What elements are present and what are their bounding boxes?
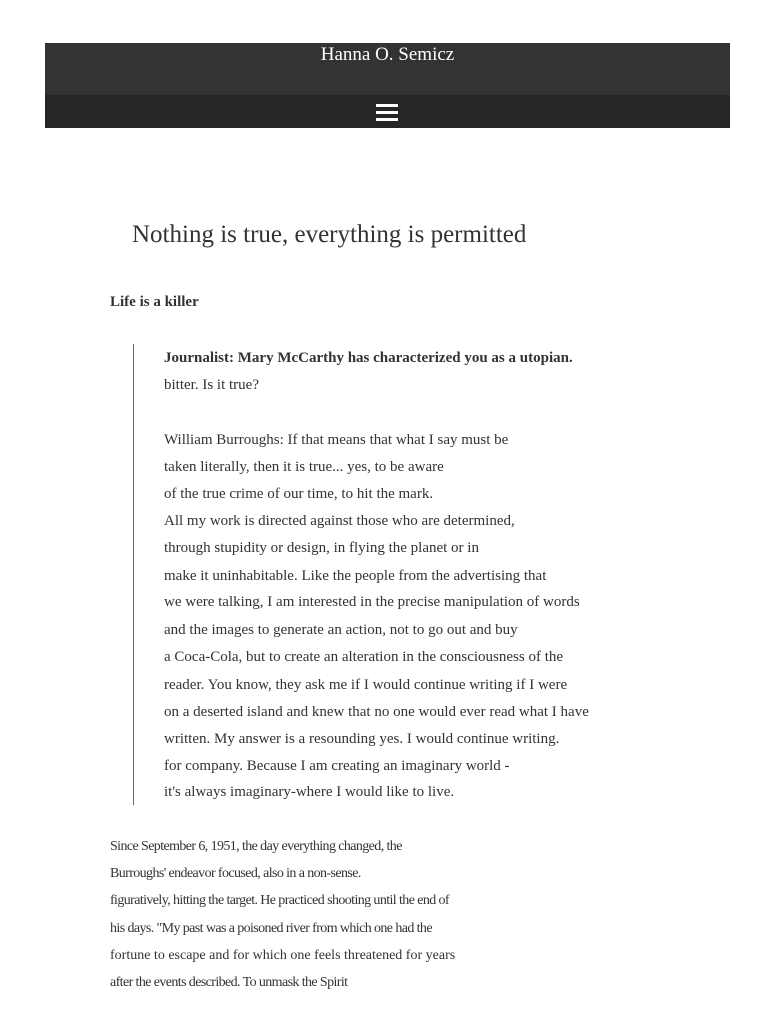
body-text-line: after the events described. To unmask the Spirit (110, 975, 348, 990)
quote-line: William Burroughs: If that means that what I say must be (164, 432, 509, 448)
quote-line: taken literally, then it is true... yes, to be aware (164, 459, 444, 475)
body-text-line: Burroughs' endeavor focused, also in a non-sense. (110, 866, 361, 881)
quote-line: make it uninhabitable. Like the people from the advertising that (164, 568, 547, 584)
nav-bar (45, 95, 730, 128)
body-text-line: fortune to escape and for which one feels threatened for years (110, 948, 456, 963)
quote-line: through stupidity or design, in flying the planet or in (164, 540, 479, 556)
site-title[interactable]: Hanna O. Semicz (320, 44, 455, 65)
quote-line: it's always imaginary-where I would like to live. (164, 784, 455, 800)
article-subtitle: Life is a killer (110, 294, 199, 310)
quote-line: we were talking, I am interested in the precise manipulation of words (164, 594, 580, 610)
quote-line: written. My answer is a resounding yes. I would continue writing. (164, 731, 560, 747)
quote-line: bitter. Is it true? (164, 377, 259, 393)
interview-blockquote (133, 344, 614, 805)
body-text-line: Since September 6, 1951, the day everything changed, the (110, 839, 402, 854)
quote-line: reader. You know, they ask me if I would continue writing if I were (164, 677, 568, 693)
quote-line: Journalist: Mary McCarthy has characterized you as a utopian. (164, 350, 573, 366)
quote-line: for company. Because I am creating an imaginary world - (164, 758, 510, 774)
hamburger-menu-icon[interactable] (375, 102, 399, 122)
quote-line: All my work is directed against those who are determined, (164, 513, 515, 529)
quote-line: a Coca-Cola, but to create an alteration in the consciousness of the (164, 649, 564, 665)
body-text-line: his days. "My past was a poisoned river from which one had the (110, 921, 432, 936)
site-header (45, 43, 730, 128)
page-title: Nothing is true, everything is permitted (132, 221, 527, 248)
quote-line: of the true crime of our time, to hit the mark. (164, 486, 434, 502)
body-text-line: figuratively, hitting the target. He practiced shooting until the end of (110, 893, 449, 908)
quote-line: on a deserted island and knew that no one would ever read what I have (164, 704, 589, 720)
quote-line: and the images to generate an action, not to go out and buy (164, 622, 518, 638)
